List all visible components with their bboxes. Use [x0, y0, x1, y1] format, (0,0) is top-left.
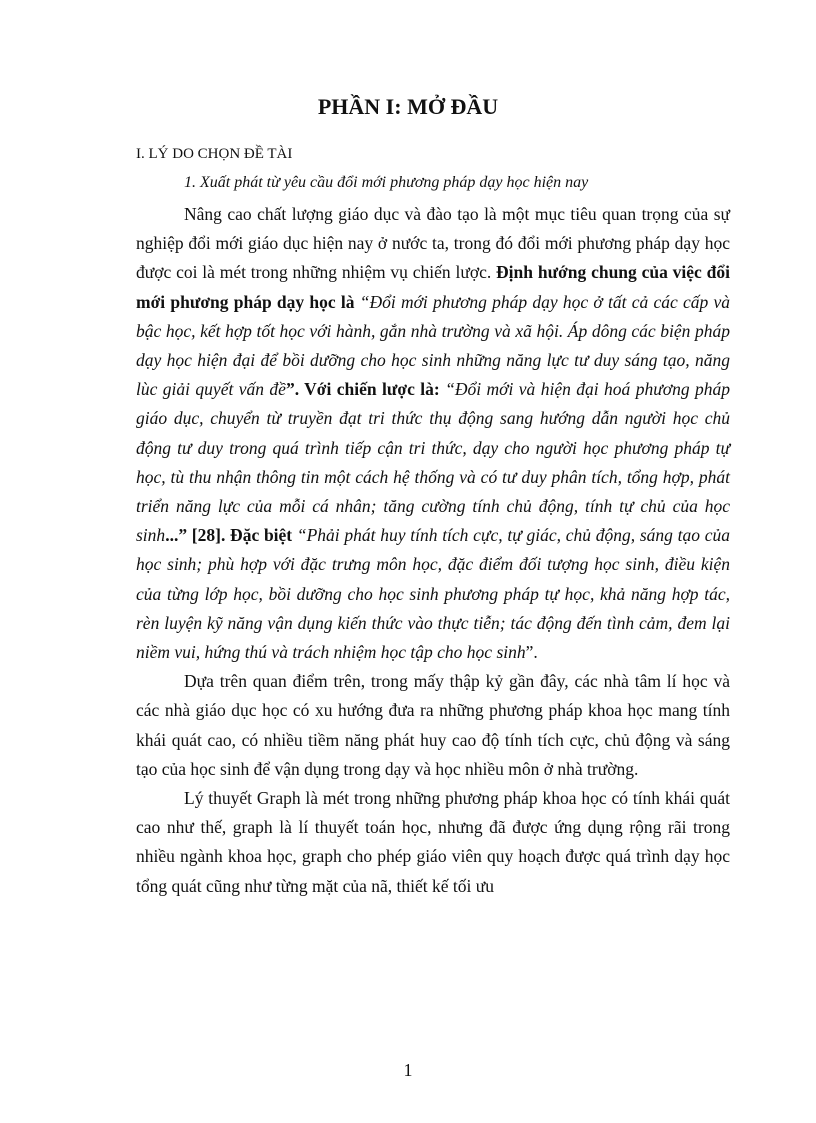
paragraph-1-quote-3: “Phải phát huy tính tích cực, tự giác, chủ động, sáng tạo của học sinh; phù hợp với đặc trưng môn học, đặc điểm đối tượng học sinh, điều kiện của từng lớp học, bồi dưỡng cho học sinh phương pháp tự học, khả năng hợp tác, rèn luyện kỹ năng vận dụng kiến thức vào thực tiễn; tác động đến tình cảm, đem lại niềm vui, hứng thú và trách nhiệm học tập cho học sinh	[136, 525, 730, 663]
section-heading: I. LÝ DO CHỌN ĐỀ TÀI	[136, 146, 293, 162]
paragraph-2: Dựa trên quan điểm trên, trong mấy thập kỷ gần đây, các nhà tâm lí học và các nhà giáo dục học có xu hướng đưa ra những phương pháp khoa học mang tính khái quát cao, có nhiều tiềm năng phát huy cao độ tính tích cực, chủ động và sáng tạo của học sinh để vận dụng trong dạy và học nhiều môn ở nhà trường.	[136, 671, 730, 779]
subsection-heading: 1. Xuất phát từ yêu cầu đổi mới phương pháp dạy học hiện nay	[184, 174, 589, 191]
paragraph-1-quote-2: “Đổi mới và hiện đại hoá phương pháp giáo dục, chuyển từ truyền đạt tri thức thụ động sang hướng dẫn người học chủ động tư duy trong quá trình tiếp cận tri thức, dạy cho người học phương pháp tự học, tù thu nhận thông tin một cách hệ thống và có tư duy phân tích, tổng hợp, phát triển năng lực của mỗi cá nhân; tăng cường tính chủ động, tính tự chủ của học sinh	[136, 379, 730, 546]
page-number: 1	[403, 1060, 413, 1080]
paragraph-1-end: ”.	[525, 642, 538, 663]
paragraph-1-bold-2: ”. Với chiến lược là:	[285, 379, 440, 400]
paragraph-1-bold-1: Định hướng chung của việc đổi mới phương pháp dạy học là	[136, 262, 730, 312]
body-text	[136, 200, 730, 901]
paragraph-1-intro: Nâng cao chất lượng giáo dục và đào tạo là một mục tiêu quan trọng của sự nghiệp đổi mới giáo dục hiện nay ở nước ta, trong đó đổi mới phương pháp dạy học được coi là mét trong những nhiệm vụ chiến lược.	[136, 204, 730, 283]
paragraph-3: Lý thuyết Graph là mét trong những phương pháp khoa học có tính khái quát cao như thế, graph là lí thuyết toán học, nhưng đã được ứng dụng rộng rãi trong nhiều ngành khoa học, graph cho phép giáo viên quy hoạch được quá trình dạy học tổng quát cũng như từng mặt của nã, thiết kế tối ưu	[136, 788, 730, 896]
paragraph-1	[136, 200, 730, 667]
page-title: PHẦN I: MỞ ĐẦU	[317, 94, 499, 119]
paragraph-1-quote-1: “Đổi mới phương pháp dạy học ở tất cả các cấp và bậc học, kết hợp tốt học với hành, gắn nhà trường và xã hội. Áp dông các biện pháp dạy học hiện đại để bồi dưỡng cho học sinh những năng lực tư duy sáng tạo, năng lùc giải quyết vấn đề	[136, 291, 730, 400]
paragraph-1-bold-3: ...” [28]. Đặc biệt	[165, 525, 293, 546]
